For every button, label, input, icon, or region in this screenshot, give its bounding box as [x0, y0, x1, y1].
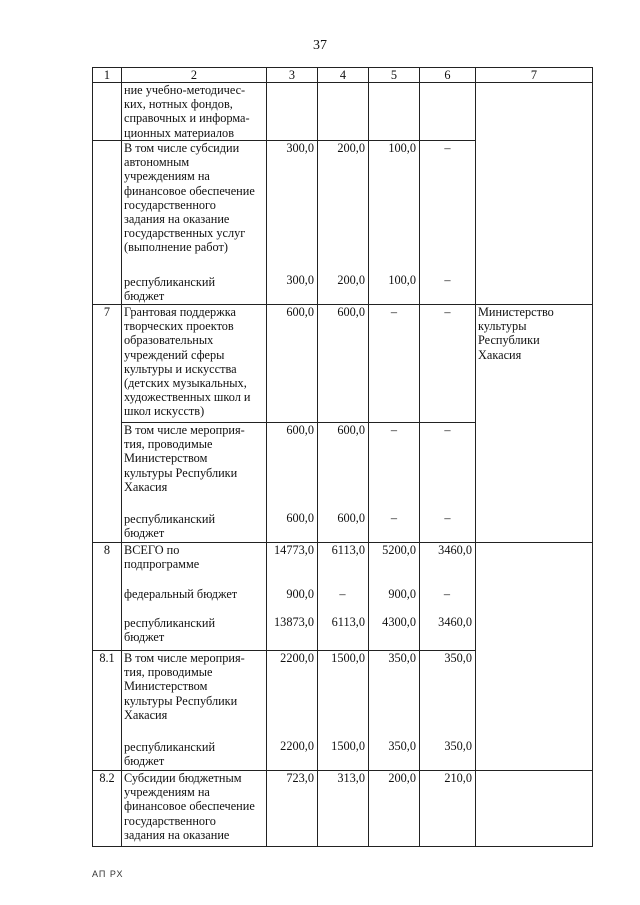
- cell-total: [267, 543, 318, 651]
- value: –: [444, 141, 451, 155]
- row-text: В том числе субсидии автономным учреждениям на финансовое обеспечение государственного задания на оказание государственных услуг (выполнение работ): [124, 141, 255, 255]
- value: –: [339, 587, 346, 602]
- table-header-row: [93, 68, 593, 83]
- cell-year3: –: [420, 305, 476, 423]
- value: 6113,0: [331, 615, 365, 630]
- row-index: [93, 423, 122, 543]
- value: 2200,0: [280, 651, 314, 665]
- row-fedtext: федеральный бюджет: [124, 587, 238, 602]
- column-header: 6: [420, 68, 476, 83]
- value: –: [444, 423, 451, 437]
- table-row: [93, 83, 593, 141]
- row-description: Грантовая поддержка творческих проектов образовательных учреждений сферы культуры и искусства (детских музыкальных, художественных школ и школ искусств): [122, 305, 267, 423]
- table-row: [93, 771, 593, 847]
- value: –: [390, 423, 398, 437]
- value: 5200,0: [382, 543, 416, 557]
- row-subtext: республиканский бюджет: [124, 615, 216, 644]
- value: 100,0: [388, 141, 416, 155]
- value: 1500,0: [331, 739, 365, 754]
- cell-empty: [267, 83, 318, 141]
- value: 350,0: [444, 651, 472, 665]
- executor-cell: [476, 141, 593, 305]
- table-row: [93, 543, 593, 651]
- cell-total: [267, 141, 318, 305]
- executor-cell: [476, 423, 593, 543]
- cell-year3: [420, 651, 476, 771]
- cell-year1: [318, 423, 369, 543]
- value: 350,0: [388, 739, 416, 754]
- cell-year2: [369, 141, 420, 305]
- row-subtext: республиканский бюджет: [124, 512, 216, 541]
- cell-total: [267, 423, 318, 543]
- row-subtext: республиканский бюджет: [124, 740, 216, 769]
- value: 13873,0: [274, 615, 314, 630]
- cell-total: 600,0: [267, 305, 318, 423]
- cell-year1: [318, 543, 369, 651]
- row-description: ние учебно-методичес- ких, нотных фондов, справочных и информа- ционных материалов: [122, 83, 267, 141]
- column-header: 3: [267, 68, 318, 83]
- cell-year3: [420, 423, 476, 543]
- value: 100,0: [388, 273, 416, 288]
- cell-total: [267, 651, 318, 771]
- row-index: 8: [93, 543, 122, 651]
- value: 600,0: [286, 423, 314, 437]
- value: 14773,0: [274, 543, 314, 557]
- cell-year1: [318, 141, 369, 305]
- column-header: 1: [93, 68, 122, 83]
- cell-total: 723,0: [267, 771, 318, 847]
- table-row: [93, 423, 593, 543]
- row-index: [93, 83, 122, 141]
- executor-cell: [476, 771, 593, 847]
- cell-year2: [369, 651, 420, 771]
- value: –: [444, 511, 451, 526]
- value: 600,0: [337, 511, 365, 526]
- row-subtext: республиканский бюджет: [124, 274, 216, 303]
- column-header: 7: [476, 68, 593, 83]
- row-index: 8.2: [93, 771, 122, 847]
- value: –: [390, 511, 398, 526]
- cell-year2: [369, 423, 420, 543]
- cell-year2: 200,0: [369, 771, 420, 847]
- value: 600,0: [337, 423, 365, 437]
- executor-cell: [476, 543, 593, 651]
- cell-empty: [318, 83, 369, 141]
- row-description: Субсидии бюджетным учреждениям на финансовое обеспечение государственного задания на оказание: [122, 771, 267, 847]
- value: 300,0: [286, 273, 314, 288]
- value: 3460,0: [438, 543, 472, 557]
- row-index: [93, 141, 122, 305]
- cell-year1: [318, 651, 369, 771]
- value: 2200,0: [280, 739, 314, 754]
- row-description: [122, 423, 267, 543]
- cell-empty: [420, 83, 476, 141]
- cell-year3: 210,0: [420, 771, 476, 847]
- value: 200,0: [337, 141, 365, 155]
- value: 900,0: [286, 587, 314, 602]
- cell-year1: 313,0: [318, 771, 369, 847]
- cell-year1: 600,0: [318, 305, 369, 423]
- page-number: 37: [313, 38, 327, 53]
- cell-year3: [420, 543, 476, 651]
- row-index: 8.1: [93, 651, 122, 771]
- value: –: [444, 273, 451, 288]
- value: 350,0: [444, 739, 472, 754]
- footer-mark: АП РХ: [92, 869, 124, 879]
- row-text: В том числе мероприя- тия, проводимые Министерством культуры Республики Хакасия: [124, 423, 245, 494]
- value: 300,0: [286, 141, 314, 155]
- value: 3460,0: [438, 615, 472, 630]
- column-header: 2: [122, 68, 267, 83]
- value: 6113,0: [331, 543, 365, 557]
- value: 600,0: [286, 511, 314, 526]
- value: –: [443, 587, 451, 602]
- table-row: [93, 651, 593, 771]
- executor-cell: [476, 83, 593, 141]
- budget-table: [92, 67, 593, 847]
- cell-year2: [369, 543, 420, 651]
- column-header: 4: [318, 68, 369, 83]
- cell-empty: [369, 83, 420, 141]
- row-description: [122, 651, 267, 771]
- row-index: 7: [93, 305, 122, 423]
- value: 4300,0: [382, 615, 416, 630]
- table-row: [93, 305, 593, 423]
- value: 900,0: [388, 587, 416, 602]
- column-header: 5: [369, 68, 420, 83]
- value: 1500,0: [331, 651, 365, 665]
- row-description: [122, 543, 267, 651]
- row-text: В том числе мероприя- тия, проводимые Министерством культуры Республики Хакасия: [124, 651, 245, 722]
- executor-cell: [476, 651, 593, 771]
- executor-cell: Министерство культуры Республики Хакасия: [476, 305, 593, 423]
- value: 200,0: [337, 273, 365, 288]
- row-text: ВСЕГО по подпрограмме: [124, 543, 200, 572]
- cell-year2: –: [369, 305, 420, 423]
- cell-year3: [420, 141, 476, 305]
- table-row: [93, 141, 593, 305]
- value: 350,0: [388, 651, 416, 665]
- row-description: [122, 141, 267, 305]
